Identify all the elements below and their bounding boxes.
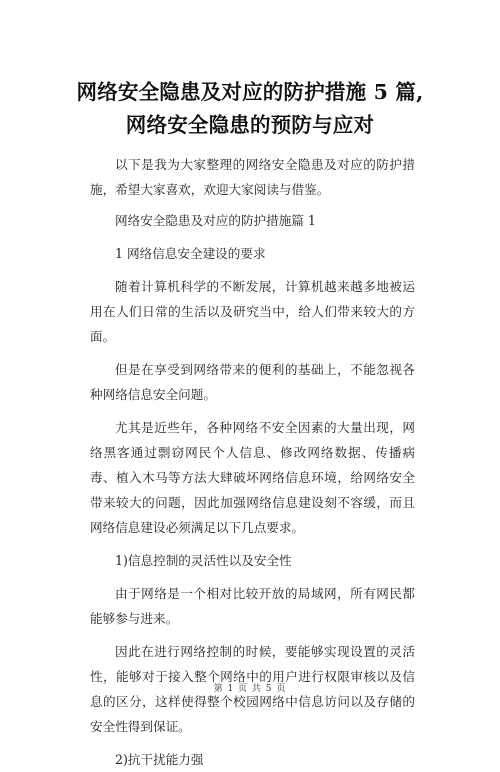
list-item-heading: 2)抗干扰能力强 bbox=[115, 752, 204, 767]
body-paragraph: 随着计算机科学的不断发展，计算机越来越多地被运用在人们日常的生活以及研究当中，给人们带来较大的方面。 bbox=[90, 279, 415, 344]
body-paragraph: 因此在进行网络控制的时候，要能够实现设置的灵活性，能够对于接入整个网络中的用户进行权限审核以及信息的区分，这样使得整个校园网络中信息访问以及存储的安全性得到保证。 bbox=[90, 644, 415, 734]
document-body bbox=[90, 152, 415, 772]
section-heading: 网络安全隐患及对应的防护措施篇 1 bbox=[115, 213, 316, 228]
intro-paragraph: 以下是我为大家整理的网络安全隐患及对应的防护措施，希望大家喜欢，欢迎大家阅读与借鉴。 bbox=[90, 157, 415, 197]
page-footer: 第 1 页 共 5 页 bbox=[213, 684, 287, 694]
list-item-heading: 1)信息控制的灵活性以及安全性 bbox=[115, 553, 292, 568]
body-paragraph: 但是在享受到网络带来的便利的基础上，不能忽视各种网络信息安全问题。 bbox=[90, 362, 415, 402]
body-paragraph: 由于网络是一个相对比较开放的局域网，所有网民都能够参与进来。 bbox=[90, 586, 415, 626]
body-paragraph: 尤其是近些年，各种网络不安全因素的大量出现，网络黑客通过剽窃网民个人信息、修改网络数据、传播病毒、植入木马等方法大肆破坏网络信息环境，给网络安全带来较大的问题，因此加强网络信息建设刻不容缓，而且网络信息建设必须满足以下几点要求。 bbox=[90, 420, 415, 535]
subsection-heading: 1 网络信息安全建设的要求 bbox=[115, 246, 266, 261]
document-title: 网络安全隐患及对应的防护措施 5 篇,网络安全隐患的预防与应对 bbox=[76, 80, 424, 137]
